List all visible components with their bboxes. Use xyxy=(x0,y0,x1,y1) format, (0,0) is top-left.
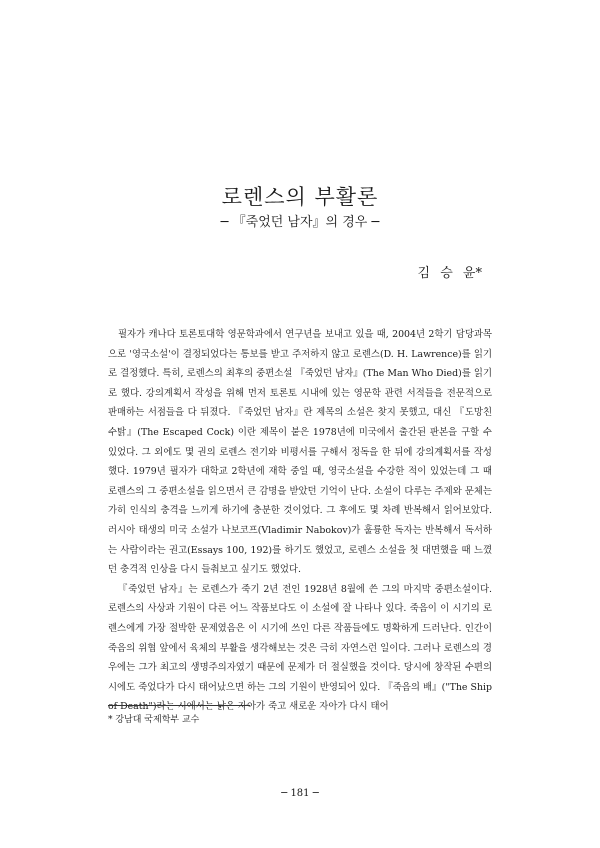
footnote-divider xyxy=(108,705,250,706)
paragraph-2: 『죽었던 남자』는 로렌스가 죽기 2년 전인 1928년 8월에 쓴 그의 마지막 중편소설이다. 로렌스의 사상과 기원이 다른 어느 작품보다도 이 소설에 잘 나타나 있다. 죽음이 이 시기의 로렌스에게 가장 절박한 문제였음은 이 시기에 쓰인 다른 작품들에도 명확하게 드러난다. 인간이 죽음의 위협 앞에서 육체의 부활을 생각해보는 것은 극히 자연스런 일이다. 그러나 로렌스의 경우에는 그가 최고의 생명주의자였기 때문에 문제가 더 절실했을 것이다. 당시에 창작된 수편의 시에도 죽었다가 다시 태어났으면 하는 그의 기원이 반영되어 있다. 『죽음의 배』("The Ship of Death")라는 시에서는 낡은 자아가 죽고 새로운 자아가 다시 태어 xyxy=(108,583,492,713)
paragraph-1: 필자가 캐나다 토론토대학 영문학과에서 연구년을 보내고 있을 때, 2004년 2학기 담당과목으로 '영국소설'이 결정되었다는 통보를 받고 주저하지 않고 로렌스(D. H. Lawrence)를 읽기로 결정했다. 특히, 로렌스의 최후의 중편소설 『죽었던 남자』(The Man Who Died)를 읽기로 했다. 강의계획서 작성을 위해 먼저 토론토 시내에 있는 영문학 관련 서적들을 전문적으로 판매하는 서점들을 다 뒤졌다. 『죽었던 남자』란 제목의 소설은 찾지 못했고, 대신 『도망친 수탉』(The Escaped Cock) 이란 제목이 붙은 1978년에 미국에서 출간된 판본을 구할 수 있었다. 그 외에도 몇 권의 로렌스 전기와 비평서를 구해서 정독을 한 뒤에 강의계획서를 작성했다. 1979년 필자가 대학교 2학년에 재학 중일 때, 영국소설을 수강한 적이 있었는데 그 때 로렌스의 그 중편소설을 읽으면서 큰 감명을 받았던 기억이 난다. 소설이 다루는 주제와 문체는 가히 인식의 충격을 느끼게 하기에 충분한 것이었다. 그 후에도 몇 차례 반복해서 읽어보았다. 러시아 태생의 미국 소설가 나보코프(Vladimir Nabokov)가 훌륭한 독자는 반복해서 독서하는 사람이라는 권고(Essays 100, 192)를 하기도 했었고, 로렌스 소설을 첫 대면했을 때 느꼈던 충격적 인상을 다시 들춰보고 싶기도 했었다. xyxy=(108,329,492,576)
page-title: 로렌스의 부활론 xyxy=(221,185,379,209)
body-text xyxy=(108,325,492,717)
footnote: * 강남대 국제학부 교수 xyxy=(108,715,200,725)
subtitle: ─ 『죽었던 남자』의 경우 ─ xyxy=(220,215,380,230)
page-number: ─ 181 ─ xyxy=(281,788,319,799)
author-name: 김 승 윤* xyxy=(417,266,482,281)
